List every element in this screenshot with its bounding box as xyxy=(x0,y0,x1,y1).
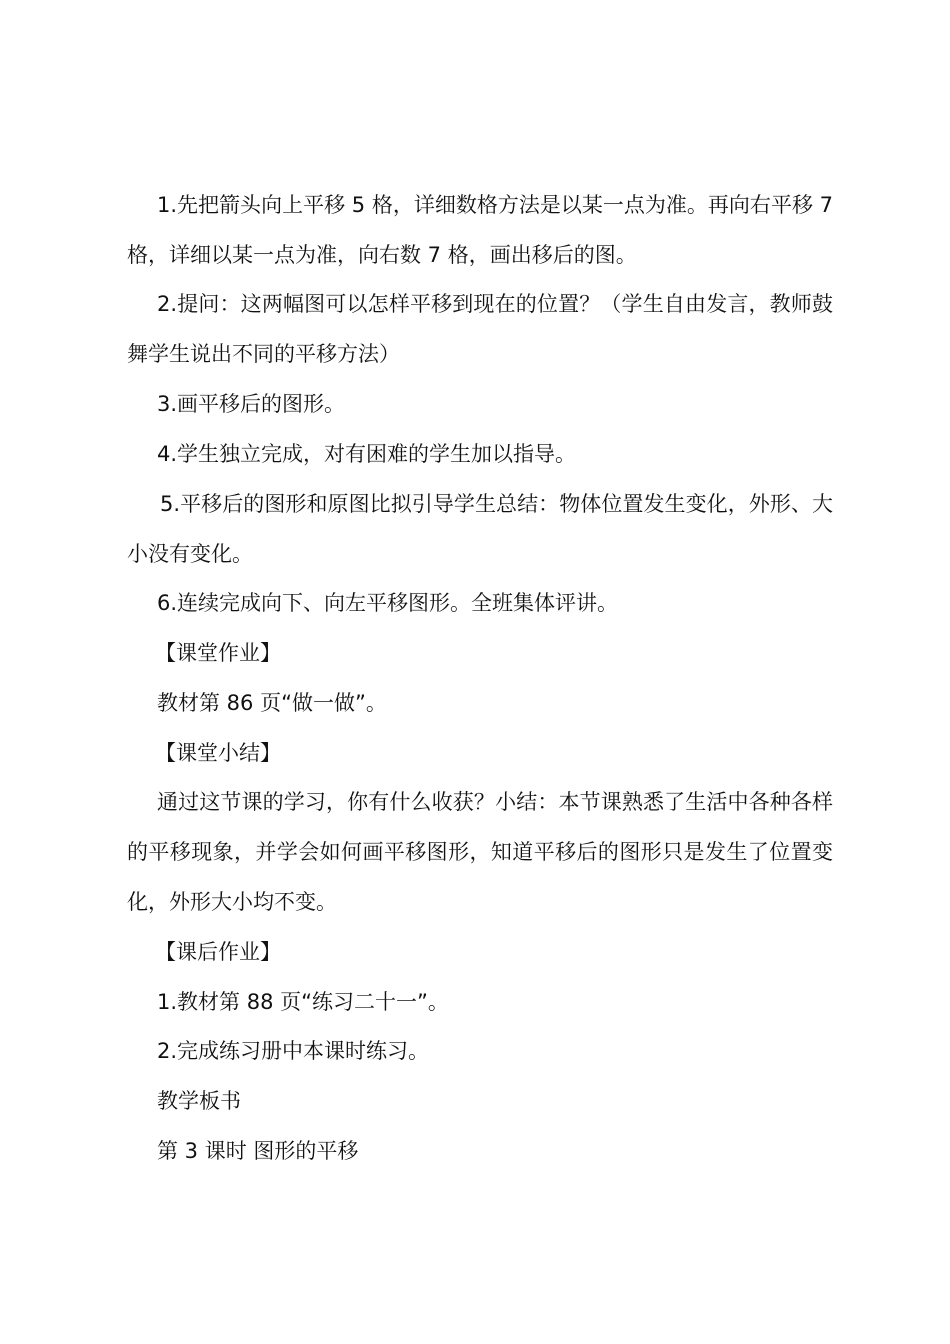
heading-classwork: 【课堂作业】 xyxy=(155,641,281,665)
paragraph-homework-2: 2.完成练习册中本课时练习。 xyxy=(157,1039,430,1063)
paragraph-classwork: 教材第 86 页“做一做”。 xyxy=(157,691,387,715)
paragraph-summary: 通过这节课的学习，你有什么收获？小结：本节课熟悉了生活中各种各样的平移现象，并学会如何画平移图形，知道平移后的图形只是发生了位置变化，外形大小均不变。 xyxy=(127,790,833,914)
heading-board: 教学板书 xyxy=(157,1089,241,1113)
heading-homework: 【课后作业】 xyxy=(155,940,281,964)
paragraph-step-3: 3.画平移后的图形。 xyxy=(157,392,346,416)
paragraph-step-2: 2.提问：这两幅图可以怎样平移到现在的位置？（学生自由发言，教师鼓舞学生说出不同的平移方法） xyxy=(127,292,833,366)
heading-summary: 【课堂小结】 xyxy=(155,741,281,765)
paragraph-step-4: 4.学生独立完成，对有困难的学生加以指导。 xyxy=(157,442,577,466)
paragraph-board-title: 第 3 课时 图形的平移 xyxy=(157,1139,359,1163)
paragraph-homework-1: 1.教材第 88 页“练习二十一”。 xyxy=(157,990,449,1014)
paragraph-step-1: 1.先把箭头向上平移 5 格，详细数格方法是以某一点为准。再向右平移 7 格，详细以某一点为准，向右数 7 格，画出移后的图。 xyxy=(127,193,833,267)
paragraph-step-6: 6.连续完成向下、向左平移图形。全班集体评讲。 xyxy=(157,591,619,615)
paragraph-step-5: 5.平移后的图形和原图比拟引导学生总结：物体位置发生变化，外形、大小没有变化。 xyxy=(127,492,833,566)
